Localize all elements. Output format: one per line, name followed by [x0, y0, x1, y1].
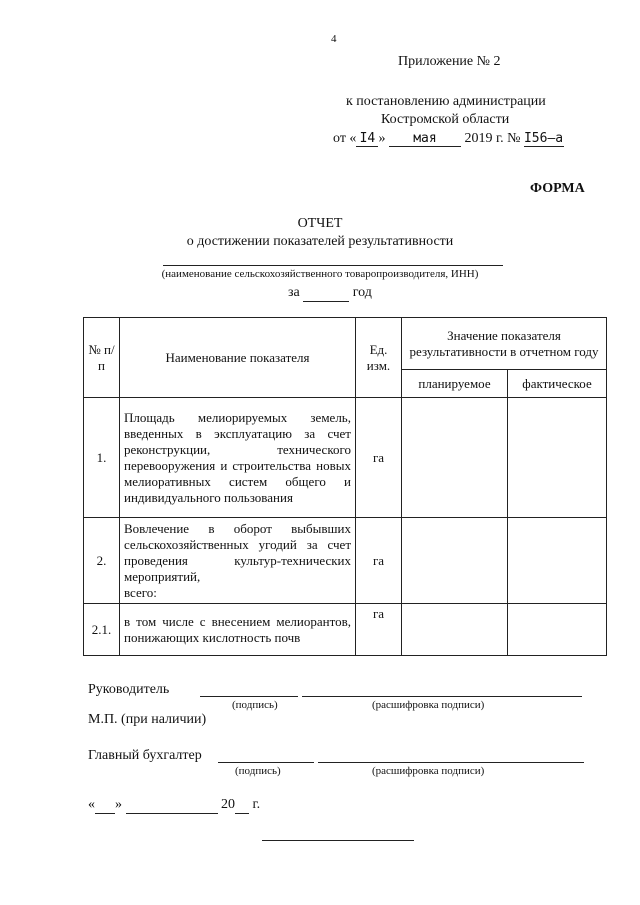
col-header-name: Наименование показателя — [120, 318, 356, 398]
period-prefix: за — [288, 285, 300, 300]
stamp-label: М.П. (при наличии) — [88, 712, 207, 727]
date-prefix: от « — [333, 131, 357, 146]
col-header-actual: фактическое — [508, 370, 607, 398]
row-actual-value[interactable] — [508, 518, 607, 604]
date-month: мая — [389, 131, 461, 147]
date-day: I4 — [356, 131, 378, 147]
signing-date-suffix: г. — [252, 797, 261, 812]
row-indicator-name: в том числе с внесением мелиорантов, понижающих кислотность почв — [120, 604, 356, 656]
decree-line-2: Костромской области — [381, 112, 510, 127]
decree-line-1: к постановлению администрации — [346, 94, 546, 109]
col-header-planned: планируемое — [402, 370, 508, 398]
row-indicator-name: Вовлечение в оборот выбывших сельскохозяйственных угодий за счет проведения культур-технических мероприятий, — [124, 520, 351, 584]
date-year: 2019 г. № — [464, 131, 521, 146]
row-number: 2.1. — [84, 604, 120, 656]
report-period — [288, 285, 372, 302]
page-number: 4 — [331, 33, 337, 45]
head-name-line[interactable] — [302, 696, 582, 697]
col-header-value: Значение показателя результативности в отчетном году — [402, 318, 607, 370]
accountant-signature-line[interactable] — [218, 762, 314, 763]
producer-name-caption: (наименование сельскохозяйственного товаропроизводителя, ИНН) — [161, 268, 479, 280]
signing-date — [88, 797, 260, 814]
head-signature-caption: (подпись) — [232, 699, 278, 711]
closing-rule — [262, 840, 414, 841]
row-planned-value[interactable] — [402, 604, 508, 656]
appendix-title: Приложение № 2 — [398, 54, 501, 69]
accountant-name-line[interactable] — [318, 762, 584, 763]
row-planned-value[interactable] — [402, 518, 508, 604]
row-indicator-name-total: всего: — [124, 584, 157, 600]
accountant-label: Главный бухгалтер — [88, 748, 202, 763]
forma-label: ФОРМА — [530, 181, 585, 196]
report-title: ОТЧЕТ — [297, 216, 343, 231]
signing-date-year: 20 — [221, 797, 235, 812]
row-planned-value[interactable] — [402, 398, 508, 518]
date-mid: » — [378, 131, 386, 146]
col-header-unit: Ед. изм. — [356, 318, 402, 398]
table-row — [84, 518, 607, 604]
signing-date-close: » — [115, 797, 122, 812]
report-subtitle: о достижении показателей результативности — [186, 234, 454, 249]
row-number: 1. — [84, 398, 120, 518]
indicators-table — [83, 317, 607, 656]
row-actual-value[interactable] — [508, 604, 607, 656]
period-suffix: год — [352, 285, 372, 300]
row-indicator-name: Площадь мелиорируемых земель, введенных в эксплуатацию за счет реконструкции, технического перевооружения и строительства новых мелиоративных систем общего и индивидуального пользования — [120, 398, 356, 518]
table-row — [84, 604, 607, 656]
head-signature-line[interactable] — [200, 696, 298, 697]
accountant-signature-caption: (подпись) — [235, 765, 281, 777]
row-unit: га — [356, 604, 402, 656]
decree-date-line — [333, 131, 564, 147]
head-label: Руководитель — [88, 682, 170, 697]
accountant-decode-caption: (расшифровка подписи) — [372, 765, 485, 777]
table-row — [84, 398, 607, 518]
row-actual-value[interactable] — [508, 398, 607, 518]
head-decode-caption: (расшифровка подписи) — [372, 699, 485, 711]
row-unit: га — [356, 398, 402, 518]
row-indicator-name-cell — [120, 518, 356, 604]
row-unit: га — [356, 518, 402, 604]
col-header-number: № п/п — [84, 318, 120, 398]
producer-name-line — [163, 265, 503, 266]
signing-date-open: « — [88, 797, 95, 812]
row-number: 2. — [84, 518, 120, 604]
doc-number: I56–а — [523, 131, 564, 146]
